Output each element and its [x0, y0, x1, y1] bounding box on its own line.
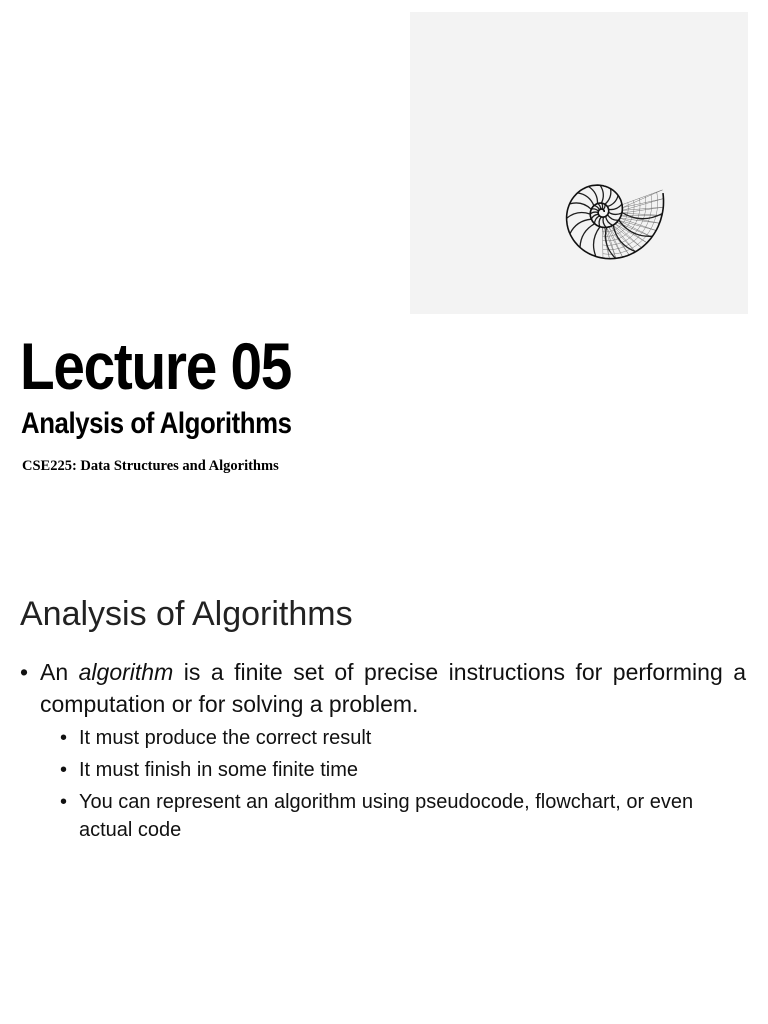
- bullet-dot-icon: •: [20, 659, 29, 685]
- nautilus-shell-image: [410, 12, 748, 314]
- bullet-list: [20, 656, 746, 848]
- sub-bullet-text: It must finish in some finite time: [79, 759, 358, 781]
- bullet-dot-icon: •: [60, 759, 68, 781]
- definition-prefix: An: [40, 659, 69, 685]
- bullet-algorithm-definition: [20, 656, 746, 844]
- lecture-subtitle: Analysis of Algorithms: [21, 407, 292, 440]
- sub-bullet-text: You can represent an algorithm using pseudocode, flowchart, or even actual code: [79, 791, 694, 841]
- bullet-dot-icon: •: [60, 791, 68, 813]
- sub-bullet: [40, 756, 746, 784]
- sub-bullet-list: [40, 724, 746, 844]
- sub-bullet: [40, 788, 746, 844]
- content-slide: [0, 540, 768, 1024]
- nautilus-shell-graphic: [410, 12, 748, 314]
- slide-heading: Analysis of Algorithms: [20, 595, 353, 633]
- lecture-title: Lecture 05: [20, 329, 292, 403]
- definition-suffix: is a finite set of precise instructions for performing a computation or for solving a problem.: [40, 659, 747, 717]
- sub-bullet-text: It must produce the correct result: [79, 727, 372, 749]
- bullet-dot-icon: •: [60, 727, 68, 749]
- course-name: CSE225: Data Structures and Algorithms: [22, 458, 279, 474]
- sub-bullet: [40, 724, 746, 752]
- definition-emphasis: algorithm: [78, 659, 174, 685]
